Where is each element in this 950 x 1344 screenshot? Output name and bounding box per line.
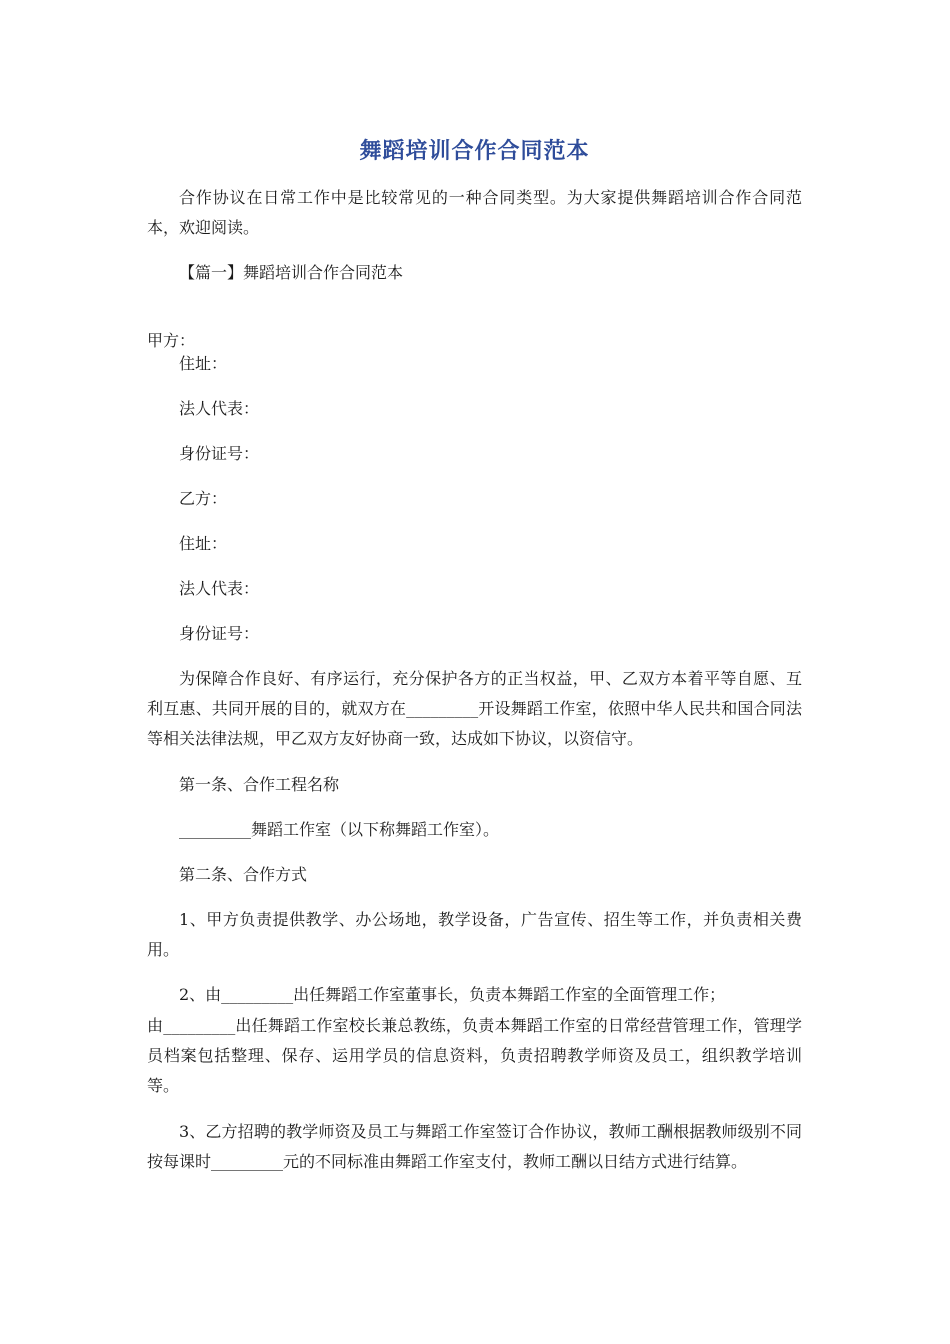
clause-2-first-line: 2、由_________出任舞蹈工作室董事长，负责本舞蹈工作室的全面管理工作； — [179, 985, 726, 1004]
party-b-label: 乙方： — [179, 489, 228, 508]
section-heading: 【篇一】舞蹈培训合作合同范本 — [179, 263, 404, 282]
article-1-body: _________舞蹈工作室（以下称舞蹈工作室）。 — [179, 820, 500, 839]
party-b-address: 住址： — [179, 534, 228, 553]
party-b-legal-rep: 法人代表： — [179, 579, 260, 598]
clause-2-paragraph: 由_________出任舞蹈工作室校长兼总教练，负责本舞蹈工作室的日常经营管理工作，管理学员档案包括整理、保存、运用学员的信息资料，负责招聘教学师资及员工，组织教学培训等。 — [147, 1016, 802, 1095]
party-a-legal-rep: 法人代表： — [179, 399, 260, 418]
intro-paragraph: 合作协议在日常工作中是比较常见的一种合同类型。为大家提供舞蹈培训合作合同范本，欢迎阅读。 — [147, 188, 802, 237]
party-b-id-number: 身份证号： — [179, 624, 260, 643]
document-title: 舞蹈培训合作合同范本 — [359, 139, 590, 164]
article-2-heading: 第二条、合作方式 — [179, 865, 308, 884]
article-1-heading: 第一条、合作工程名称 — [179, 775, 340, 794]
party-a-id-number: 身份证号： — [179, 444, 260, 463]
preamble-paragraph: 为保障合作良好、有序运行，充分保护各方的正当权益，甲、乙双方本着平等自愿、互利互惠、共同开展的目的，就双方在_________开设舞蹈工作室，依照中华人民共和国合同法等相关法律法规，甲乙双方友好协商一致，达成如下协议，以资信守。 — [147, 669, 802, 748]
clause-3-paragraph: 3、乙方招聘的教学师资及员工与舞蹈工作室签订合作协议，教师工酬根据教师级别不同按每课时_________元的不同标准由舞蹈工作室支付，教师工酬以日结方式进行结算。 — [147, 1122, 802, 1171]
party-a-label: 甲方： — [147, 331, 196, 350]
party-a-address: 住址： — [179, 354, 228, 373]
clause-1-paragraph: 1、甲方负责提供教学、办公场地，教学设备，广告宣传、招生等工作，并负责相关费用。 — [147, 910, 802, 959]
